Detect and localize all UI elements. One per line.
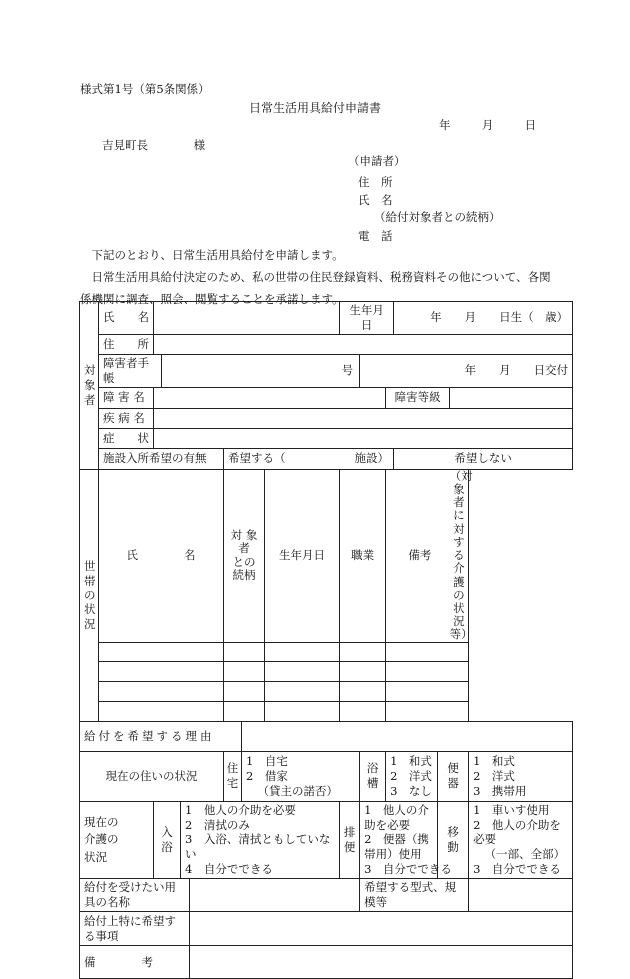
disability-name-label: 障 害 名 xyxy=(99,387,154,408)
document-title: 日常生活用具給付申請書 xyxy=(248,101,381,115)
household-header-name: 氏 名 xyxy=(99,469,224,642)
facility-label: 施設入所希望の有無 xyxy=(99,448,224,469)
remarks-value xyxy=(190,946,573,979)
disability-name-value xyxy=(154,387,386,408)
bathing-label: 入 浴 xyxy=(154,801,181,879)
bathtub-label: 浴 槽 xyxy=(360,751,386,801)
household-header-remarks: 備考 xyxy=(386,469,450,642)
residence-options: 1 自宅 2 借家 （貸主の諾否） xyxy=(242,751,360,801)
reason-value xyxy=(242,721,573,751)
addressee xyxy=(102,140,205,152)
handbook-number-label: 号 xyxy=(162,354,360,387)
subject-birth-format: 年 月 日生（ 歳） xyxy=(394,302,573,335)
residence-label: 住 宅 xyxy=(224,751,242,801)
subject-name-label: 氏 名 xyxy=(99,302,154,335)
handbook-label: 障害者手帳 xyxy=(99,354,162,387)
symptom-value xyxy=(154,428,573,448)
applicant-address-label: 住 所 xyxy=(358,175,393,189)
bathing-options: 1 他人の介助を必要 2 清拭のみ 3 入浴、清拭ともしていない 4 自分でできる xyxy=(181,801,340,879)
subject-birth-label: 生年月日 xyxy=(340,302,394,335)
facility-no-option: 希望しない xyxy=(394,448,573,469)
application-table xyxy=(79,301,573,979)
household-header-relationship: 対 象 者 との続柄 xyxy=(224,469,265,642)
subject-address-value xyxy=(154,334,573,354)
subject-section-label: 対 象 者 xyxy=(80,302,99,470)
date-year-label: 年 xyxy=(439,118,451,132)
disease-name-value xyxy=(154,408,573,428)
household-row xyxy=(80,681,573,701)
household-row xyxy=(80,661,573,681)
disability-grade-value xyxy=(450,387,573,408)
mobility-options: 1 車いす使用 2 他人の介助を必要 （一部、全部） 3 自分でできる xyxy=(469,801,573,879)
household-row xyxy=(80,642,573,661)
household-header-birth: 生年月日 xyxy=(265,469,340,642)
housing-label: 現在の住いの状況 xyxy=(80,751,224,801)
excretion-options: 1 他人の介助を必要 2 便器（携帯用）使用 3 自分でできる xyxy=(360,801,438,879)
special-request-label: 給付上特に希望する事項 xyxy=(80,912,190,946)
bathtub-options: 1 和式 2 洋式 3 なし xyxy=(386,751,438,801)
disease-name-label: 疾 病 名 xyxy=(99,408,154,428)
reason-label: 給付を希望する理由 xyxy=(80,721,242,751)
toilet-label: 便 器 xyxy=(438,751,469,801)
date-month-label: 月 xyxy=(481,118,494,132)
date-line xyxy=(439,120,536,132)
symptom-label: 症 状 xyxy=(99,428,154,448)
form-number: 様式第1号（第5条関係） xyxy=(80,82,210,96)
addressee-name: 吉見町長 xyxy=(102,138,148,152)
household-header-care: （対象者に対する 介護の状況等） xyxy=(449,468,473,642)
facility-yes-option: 希望する（ 施設） xyxy=(224,448,394,469)
disability-grade-label: 障害等級 xyxy=(386,387,450,408)
special-request-value xyxy=(190,912,573,946)
consent-statement: 日常生活用具給付決定のため、私の世帯の住民登録資料、税務資料その他について、各関係機関に調査、照会、閲覧することを承諾します。 xyxy=(80,270,551,306)
addressee-honorific: 様 xyxy=(193,138,206,152)
applicant-phone-label: 電 話 xyxy=(358,229,393,243)
applicant-heading: （申請者） xyxy=(348,154,406,168)
household-header-occupation: 職業 xyxy=(340,469,386,642)
model-value xyxy=(469,879,573,912)
household-section-label: 世 帯 の 状 況 xyxy=(80,469,99,721)
excretion-label: 排 便 xyxy=(340,801,360,879)
care-label: 現在の 介護の 状況 xyxy=(80,801,154,879)
application-statement: 下記のとおり、日常生活用具給付を申請します。 xyxy=(91,248,344,262)
date-day-label: 日 xyxy=(524,118,537,132)
household-row xyxy=(80,701,573,721)
subject-address-label: 住 所 xyxy=(99,334,154,354)
model-label: 希望する型式、規模等 xyxy=(360,879,469,912)
equipment-name-value xyxy=(190,879,360,912)
equipment-name-label: 給付を受けたい用具の名称 xyxy=(80,879,190,912)
subject-name-value xyxy=(154,302,340,335)
toilet-options: 1 和式 2 洋式 3 携帯用 xyxy=(469,751,573,801)
applicant-relationship-label: （給付対象者との続柄） xyxy=(374,210,501,224)
mobility-label: 移 動 xyxy=(438,801,469,879)
handbook-issued-label: 年 月 日交付 xyxy=(360,354,573,387)
applicant-name-label: 氏 名 xyxy=(358,193,393,207)
remarks-label: 備 考 xyxy=(80,946,190,979)
